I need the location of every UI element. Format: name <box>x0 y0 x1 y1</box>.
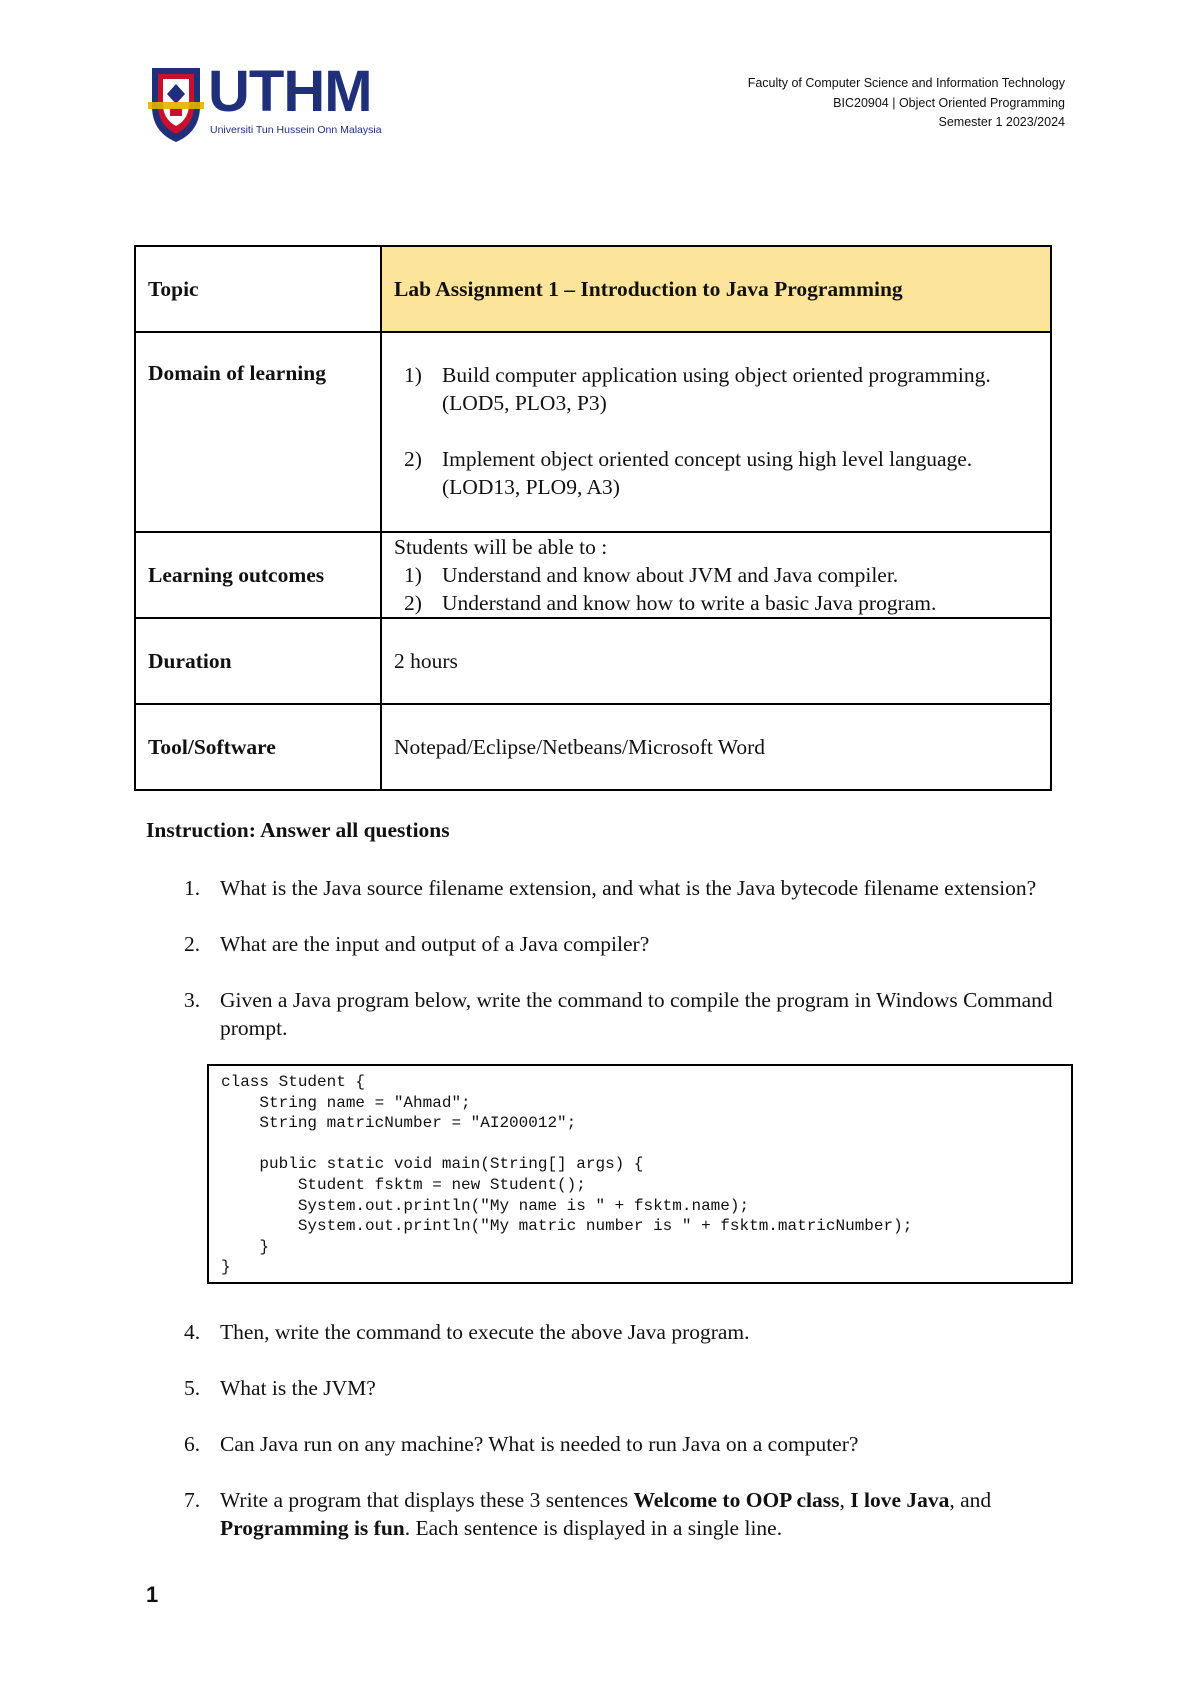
sentence-3: Programming is fun <box>220 1515 405 1540</box>
outcomes-list <box>394 561 1038 617</box>
separator: , <box>839 1487 851 1512</box>
page-number: 1 <box>146 1582 159 1607</box>
question-number: 5. <box>184 1375 201 1400</box>
question-number: 2. <box>184 932 201 956</box>
question-text-part: . Each sentence is displayed in a single line. <box>404 1515 783 1540</box>
header-info <box>748 74 1065 133</box>
topic-label: Topic <box>135 246 381 332</box>
question-6 <box>146 1430 1066 1458</box>
tool-row <box>135 704 1051 790</box>
sentence-1: Welcome to OOP class <box>633 1487 840 1512</box>
list-item: Implement object oriented concept using high level language. (LOD13, PLO9, A3) <box>442 447 973 499</box>
tool-label: Tool/Software <box>135 704 381 790</box>
question-number: 7. <box>184 1487 201 1512</box>
question-7 <box>146 1486 1066 1542</box>
list-item: Understand and know how to write a basic Java program. <box>442 591 937 615</box>
logo-subtitle: Universiti Tun Hussein Onn Malaysia <box>210 124 382 136</box>
question-number: 4. <box>184 1319 201 1344</box>
question-number: 6. <box>184 1431 201 1456</box>
domain-list <box>394 361 1038 501</box>
duration-value: 2 hours <box>381 618 1051 704</box>
question-text: Then, write the command to execute the above Java program. <box>220 1319 750 1344</box>
uthm-logo <box>148 59 400 148</box>
separator: , and <box>949 1487 992 1512</box>
outcomes-intro: Students will be able to : <box>394 535 608 559</box>
list-item: Build computer application using object oriented programming. (LOD5, PLO3, P3) <box>442 363 991 415</box>
outcomes-value <box>381 532 1051 618</box>
question-text-part: Write a program that displays these 3 sentences <box>220 1487 634 1512</box>
tool-value: Notepad/Eclipse/Netbeans/Microsoft Word <box>381 704 1051 790</box>
question-1 <box>146 874 1066 902</box>
info-table <box>134 245 1052 791</box>
sentence-2: I love Java <box>850 1487 950 1512</box>
semester: Semester 1 2023/2024 <box>938 115 1065 129</box>
domain-row <box>135 332 1051 532</box>
question-3 <box>146 986 1066 1042</box>
domain-label: Domain of learning <box>135 332 381 532</box>
course-name: BIC20904 | Object Oriented Programming <box>833 95 1065 110</box>
question-text: Given a Java program below, write the command to compile the program in Windows Command prompt. <box>220 988 1053 1040</box>
question-number: 1. <box>184 876 201 900</box>
question-text: What are the input and output of a Java compiler? <box>220 932 650 956</box>
duration-label: Duration <box>135 618 381 704</box>
duration-row <box>135 618 1051 704</box>
faculty-name: Faculty of Computer Science and Information Technology <box>747 76 1065 90</box>
question-text: What is the JVM? <box>220 1375 376 1400</box>
question-2 <box>146 930 1066 958</box>
topic-value: Lab Assignment 1 – Introduction to Java Programming <box>381 246 1051 332</box>
question-list <box>146 874 1066 1570</box>
list-item: Understand and know about JVM and Java compiler. <box>442 563 899 587</box>
topic-row <box>135 246 1051 332</box>
outcomes-label: Learning outcomes <box>135 532 381 618</box>
question-text: What is the Java source filename extension, and what is the Java bytecode filename extension? <box>220 876 1037 900</box>
domain-value <box>381 332 1051 532</box>
outcomes-row <box>135 532 1051 618</box>
code-block: class Student { String name = "Ahmad"; String matricNumber = "AI200012"; public static void main(String[] args) { Student fsktm = new Student(); System.out.println("My name is " + fsktm.name); System.out.println("My matric number is " + fsktm.matricNumber); } } <box>207 1064 1073 1284</box>
question-text: Can Java run on any machine? What is needed to run Java on a computer? <box>220 1431 859 1456</box>
instruction-heading: Instruction: Answer all questions <box>146 818 450 842</box>
question-number: 3. <box>184 988 201 1012</box>
question-4 <box>146 1318 1066 1346</box>
question-5 <box>146 1374 1066 1402</box>
logo-text: UTHM <box>208 59 372 124</box>
